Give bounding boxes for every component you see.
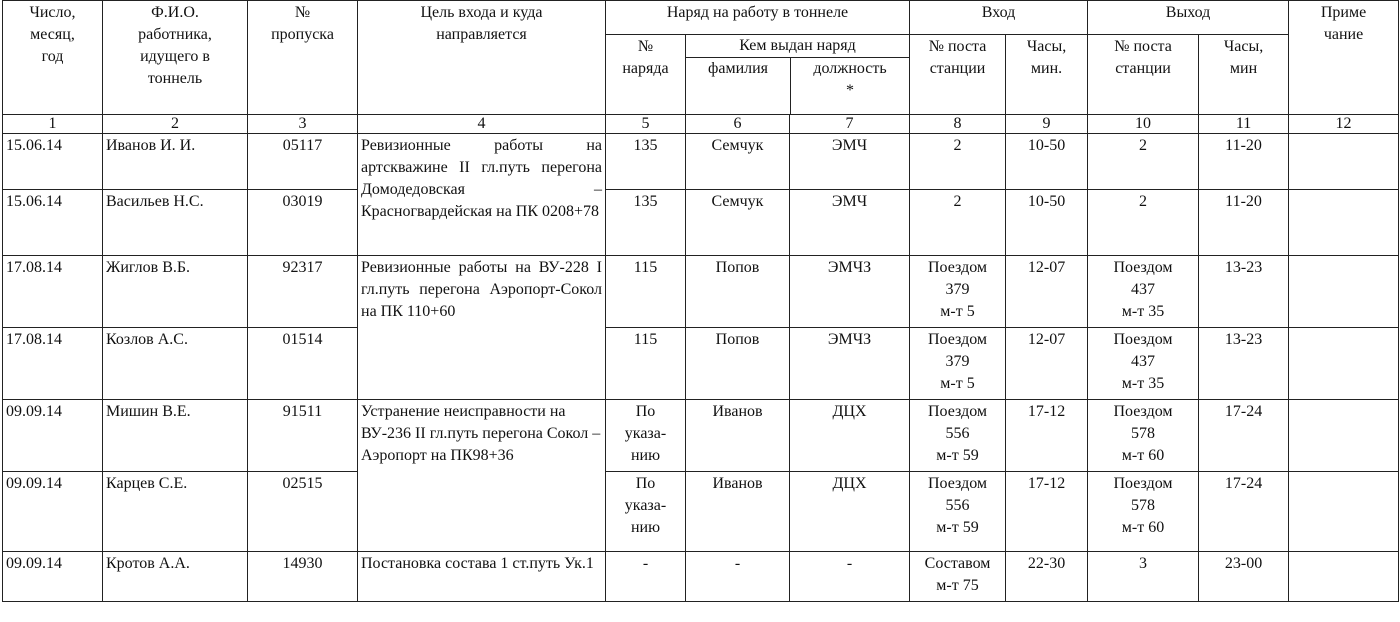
col-number: 7: [790, 115, 910, 134]
col-number: 3: [248, 115, 358, 134]
cell-exit-post: Поездом 578 м-т 60: [1088, 472, 1199, 552]
cell-name: Кротов А.А.: [103, 552, 248, 602]
cell-exit-time: 11-20: [1199, 134, 1289, 190]
cell-entry-post: Составом м-т 75: [910, 552, 1006, 602]
cell-exit-time: 17-24: [1199, 400, 1289, 472]
cell-surname: Семчук: [686, 134, 790, 190]
cell-entry-time: 10-50: [1006, 190, 1088, 256]
cell-pass: 03019: [248, 190, 358, 256]
cell-entry-time: 22-30: [1006, 552, 1088, 602]
header-note: Приме чание: [1289, 1, 1399, 115]
header-order-no: № наряда: [606, 35, 686, 115]
cell-exit-time: 13-23: [1199, 256, 1289, 328]
cell-entry-post: Поездом 379 м-т 5: [910, 328, 1006, 400]
cell-entry-post: Поездом 556 м-т 59: [910, 400, 1006, 472]
cell-exit-post: Поездом 578 м-т 60: [1088, 400, 1199, 472]
header-issued-by: Кем выдан наряд: [686, 35, 909, 58]
header-pass: № пропуска: [248, 1, 358, 115]
cell-position: ДЦХ: [790, 472, 910, 552]
cell-exit-time: 17-24: [1199, 472, 1289, 552]
cell-entry-time: 17-12: [1006, 400, 1088, 472]
cell-surname: Попов: [686, 256, 790, 328]
cell-date: 17.08.14: [3, 328, 103, 400]
cell-exit-time: 13-23: [1199, 328, 1289, 400]
cell-pass: 14930: [248, 552, 358, 602]
col-number: 4: [358, 115, 606, 134]
header-exit-time: Часы, мин: [1199, 35, 1289, 115]
header-entry-post: № поста станции: [910, 35, 1006, 115]
col-number: 12: [1289, 115, 1399, 134]
cell-order: По указа- нию: [606, 472, 686, 552]
table-row: [3, 134, 1399, 190]
cell-date: 15.06.14: [3, 134, 103, 190]
header-surname: фамилия: [686, 58, 791, 114]
cell-pass: 01514: [248, 328, 358, 400]
cell-note: [1289, 190, 1399, 256]
cell-name: Козлов А.С.: [103, 328, 248, 400]
cell-entry-post: Поездом 556 м-т 59: [910, 472, 1006, 552]
cell-exit-post: 2: [1088, 190, 1199, 256]
header-name: Ф.И.О. работника, идущего в тоннель: [103, 1, 248, 115]
cell-order: 115: [606, 256, 686, 328]
cell-entry-time: 12-07: [1006, 256, 1088, 328]
cell-name: Жиглов В.Б.: [103, 256, 248, 328]
header-entry-time: Часы, мин.: [1006, 35, 1088, 115]
col-number: 6: [686, 115, 790, 134]
header-entry: Вход: [910, 1, 1088, 35]
cell-purpose: Ревизионные работы на артскважине II гл.путь перегона Домодедовская – Красногвардейская на ПК 0208+78: [358, 134, 606, 256]
table-row: [3, 256, 1399, 328]
cell-exit-post: 3: [1088, 552, 1199, 602]
cell-surname: Иванов: [686, 472, 790, 552]
cell-surname: Попов: [686, 328, 790, 400]
cell-entry-time: 17-12: [1006, 472, 1088, 552]
cell-entry-post: 2: [910, 190, 1006, 256]
cell-surname: -: [686, 552, 790, 602]
cell-order: 115: [606, 328, 686, 400]
cell-position: -: [790, 552, 910, 602]
cell-date: 15.06.14: [3, 190, 103, 256]
cell-name: Иванов И. И.: [103, 134, 248, 190]
cell-exit-post: Поездом 437 м-т 35: [1088, 328, 1199, 400]
table-row: [3, 472, 1399, 552]
col-number: 8: [910, 115, 1006, 134]
cell-surname: Иванов: [686, 400, 790, 472]
cell-name: Карцев С.Е.: [103, 472, 248, 552]
cell-pass: 05117: [248, 134, 358, 190]
cell-purpose: Устранение неисправности на ВУ-236 II гл.путь перегона Сокол – Аэропорт на ПК98+36: [358, 400, 606, 552]
column-number-row: [3, 115, 1399, 134]
cell-pass: 91511: [248, 400, 358, 472]
cell-name: Мишин В.Е.: [103, 400, 248, 472]
cell-date: 17.08.14: [3, 256, 103, 328]
header-order-group: Наряд на работу в тоннеле: [606, 1, 910, 35]
cell-date: 09.09.14: [3, 552, 103, 602]
col-number: 9: [1006, 115, 1088, 134]
cell-name: Васильев Н.С.: [103, 190, 248, 256]
cell-position: ЭМЧ: [790, 134, 910, 190]
cell-note: [1289, 134, 1399, 190]
table-row: [3, 328, 1399, 400]
cell-purpose: Постановка состава 1 ст.путь Ук.1: [358, 552, 606, 602]
cell-entry-post: 2: [910, 134, 1006, 190]
cell-exit-time: 23-00: [1199, 552, 1289, 602]
col-number: 1: [3, 115, 103, 134]
cell-position: ДЦХ: [790, 400, 910, 472]
table-row: [3, 552, 1399, 602]
cell-exit-time: 11-20: [1199, 190, 1289, 256]
col-number: 5: [606, 115, 686, 134]
cell-purpose: Ревизионные работы на ВУ-228 I гл.путь перегона Аэропорт-Сокол на ПК 110+60: [358, 256, 606, 400]
cell-position: ЭМЧЗ: [790, 328, 910, 400]
cell-entry-post: Поездом 379 м-т 5: [910, 256, 1006, 328]
cell-surname: Семчук: [686, 190, 790, 256]
cell-note: [1289, 328, 1399, 400]
cell-note: [1289, 256, 1399, 328]
header-exit: Выход: [1088, 1, 1289, 35]
col-number: 2: [103, 115, 248, 134]
table-row: [3, 190, 1399, 256]
header-purpose: Цель входа и куда направляется: [358, 1, 606, 115]
cell-note: [1289, 400, 1399, 472]
cell-order: По указа- нию: [606, 400, 686, 472]
col-number: 11: [1199, 115, 1289, 134]
cell-order: -: [606, 552, 686, 602]
cell-pass: 92317: [248, 256, 358, 328]
table-row: [3, 400, 1399, 472]
cell-position: ЭМЧЗ: [790, 256, 910, 328]
cell-exit-post: Поездом 437 м-т 35: [1088, 256, 1199, 328]
cell-entry-time: 10-50: [1006, 134, 1088, 190]
cell-note: [1289, 552, 1399, 602]
cell-order: 135: [606, 190, 686, 256]
cell-entry-time: 12-07: [1006, 328, 1088, 400]
header-issued-by-group: [686, 35, 910, 115]
cell-date: 09.09.14: [3, 472, 103, 552]
header-position: должность *: [813, 60, 887, 99]
cell-exit-post: 2: [1088, 134, 1199, 190]
tunnel-access-log-table: [2, 0, 1399, 602]
cell-note: [1289, 472, 1399, 552]
cell-date: 09.09.14: [3, 400, 103, 472]
col-number: 10: [1088, 115, 1199, 134]
cell-order: 135: [606, 134, 686, 190]
cell-position: ЭМЧ: [790, 190, 910, 256]
cell-pass: 02515: [248, 472, 358, 552]
header-date: Число, месяц, год: [3, 1, 103, 115]
header-exit-post: № поста станции: [1088, 35, 1199, 115]
